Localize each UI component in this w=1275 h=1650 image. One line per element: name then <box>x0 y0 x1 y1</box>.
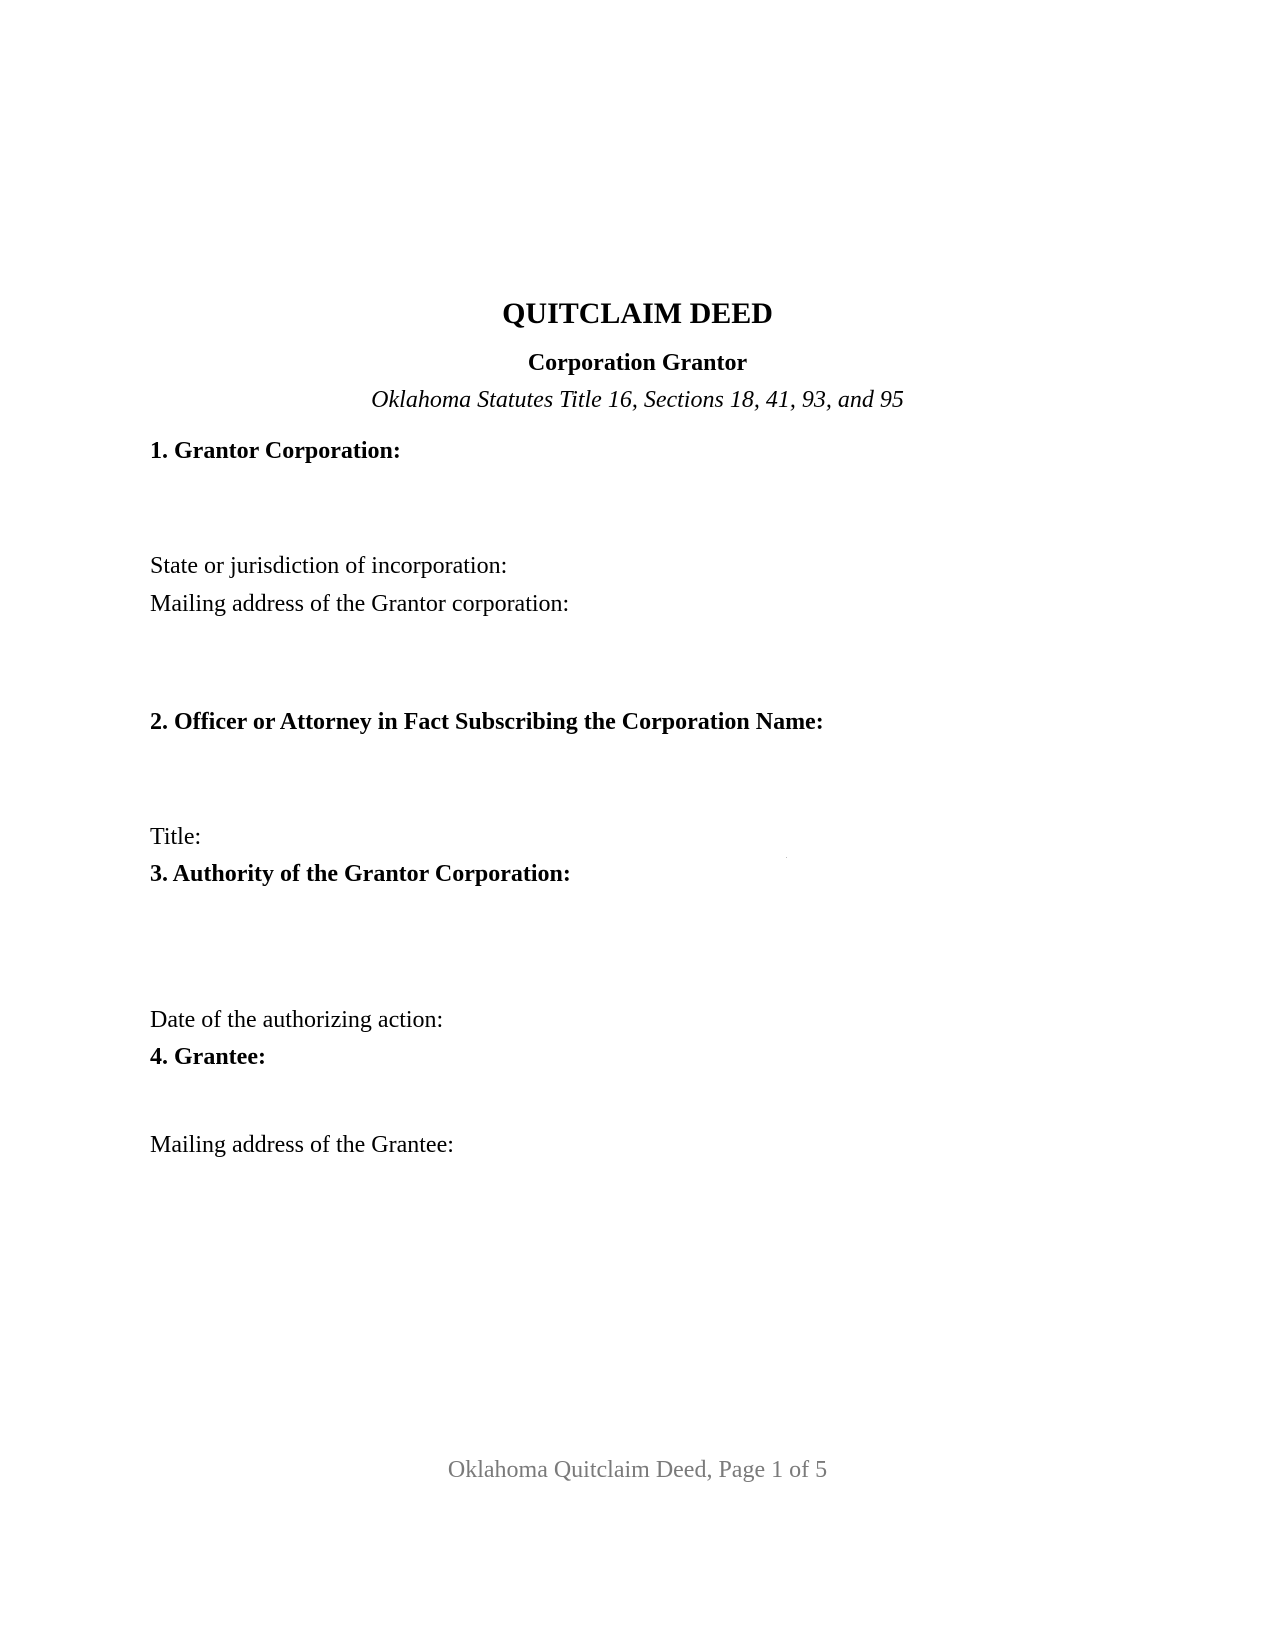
state-of-incorporation-label: State or jurisdiction of incorporation: <box>150 553 508 579</box>
statute-reference: Oklahoma Statutes Title 16, Sections 18, 41, 93, and 95 <box>371 387 904 413</box>
document-subtitle: Corporation Grantor <box>527 350 748 376</box>
section-1-heading: 1. Grantor Corporation: <box>150 438 401 464</box>
grantee-mailing-address-label: Mailing address of the Grantee: <box>150 1132 454 1158</box>
section-3-heading: 3. Authority of the Grantor Corporation: <box>150 861 571 887</box>
document-title: QUITCLAIM DEED <box>502 297 773 330</box>
scan-speck <box>786 857 787 858</box>
section-2-heading: 2. Officer or Attorney in Fact Subscribing the Corporation Name: <box>150 709 824 735</box>
page-footer: Oklahoma Quitclaim Deed, Page 1 of 5 <box>447 1457 828 1483</box>
authorizing-action-date-label: Date of the authorizing action: <box>150 1007 444 1033</box>
grantor-mailing-address-label: Mailing address of the Grantor corporation: <box>150 591 570 617</box>
officer-title-label: Title: <box>150 824 202 850</box>
section-4-heading: 4. Grantee: <box>150 1044 266 1070</box>
